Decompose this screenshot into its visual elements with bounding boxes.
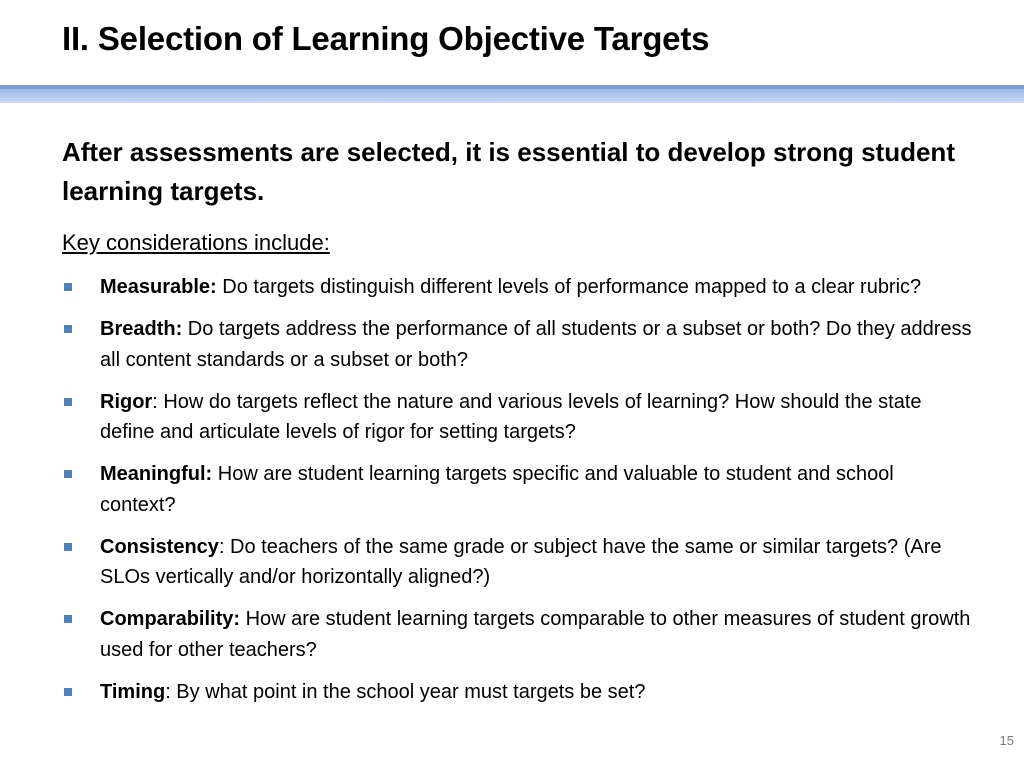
bullet-text: : Do teachers of the same grade or subject have the same or similar targets? (Are SLOs vertically and/or horizontally aligned?) [100,535,942,588]
square-bullet-icon [64,398,72,406]
square-bullet-icon [64,325,72,333]
bullet-term: Measurable: [100,276,217,298]
list-item-measurable [62,272,972,303]
bullet-text: : By what point in the school year must targets be set? [165,680,646,703]
list-item-breadth [62,314,972,375]
considerations-list [62,272,972,719]
bullet-text: How are student learning targets comparable to other measures of student growth used for other teachers? [100,608,971,661]
page-number: 15 [999,733,1014,748]
bullet-term: Rigor [100,390,153,413]
list-item-rigor [62,387,972,448]
lead-statement: After assessments are selected, it is essential to develop strong student learning targets. [62,137,955,206]
list-item-timing [62,677,972,708]
bullet-text: : How do targets reflect the nature and various levels of learning? How should the state define and articulate levels of rigor for setting targets? [100,390,922,443]
subheading: Key considerations include: [62,230,330,255]
bullet-term: Breadth: [100,318,183,340]
list-item-consistency [62,532,972,593]
bullet-term: Comparability: [100,608,241,630]
bullet-text: Do targets address the performance of all students or a subset or both? Do they address all content standards or a subset or both? [100,318,972,371]
header-band [0,89,1024,103]
square-bullet-icon [64,543,72,551]
slide-title: II. Selection of Learning Objective Targets [62,20,710,57]
square-bullet-icon [64,688,72,696]
square-bullet-icon [64,470,72,478]
square-bullet-icon [64,615,72,623]
bullet-term: Consistency [100,535,219,558]
bullet-text: Do targets distinguish different levels of performance mapped to a clear rubric? [216,276,922,298]
bullet-term: Meaningful: [100,463,213,485]
square-bullet-icon [64,283,72,291]
list-item-meaningful [62,459,972,520]
bullet-text: How are student learning targets specific and valuable to student and school context? [100,463,894,516]
bullet-term: Timing [100,680,166,703]
list-item-comparability [62,604,972,665]
